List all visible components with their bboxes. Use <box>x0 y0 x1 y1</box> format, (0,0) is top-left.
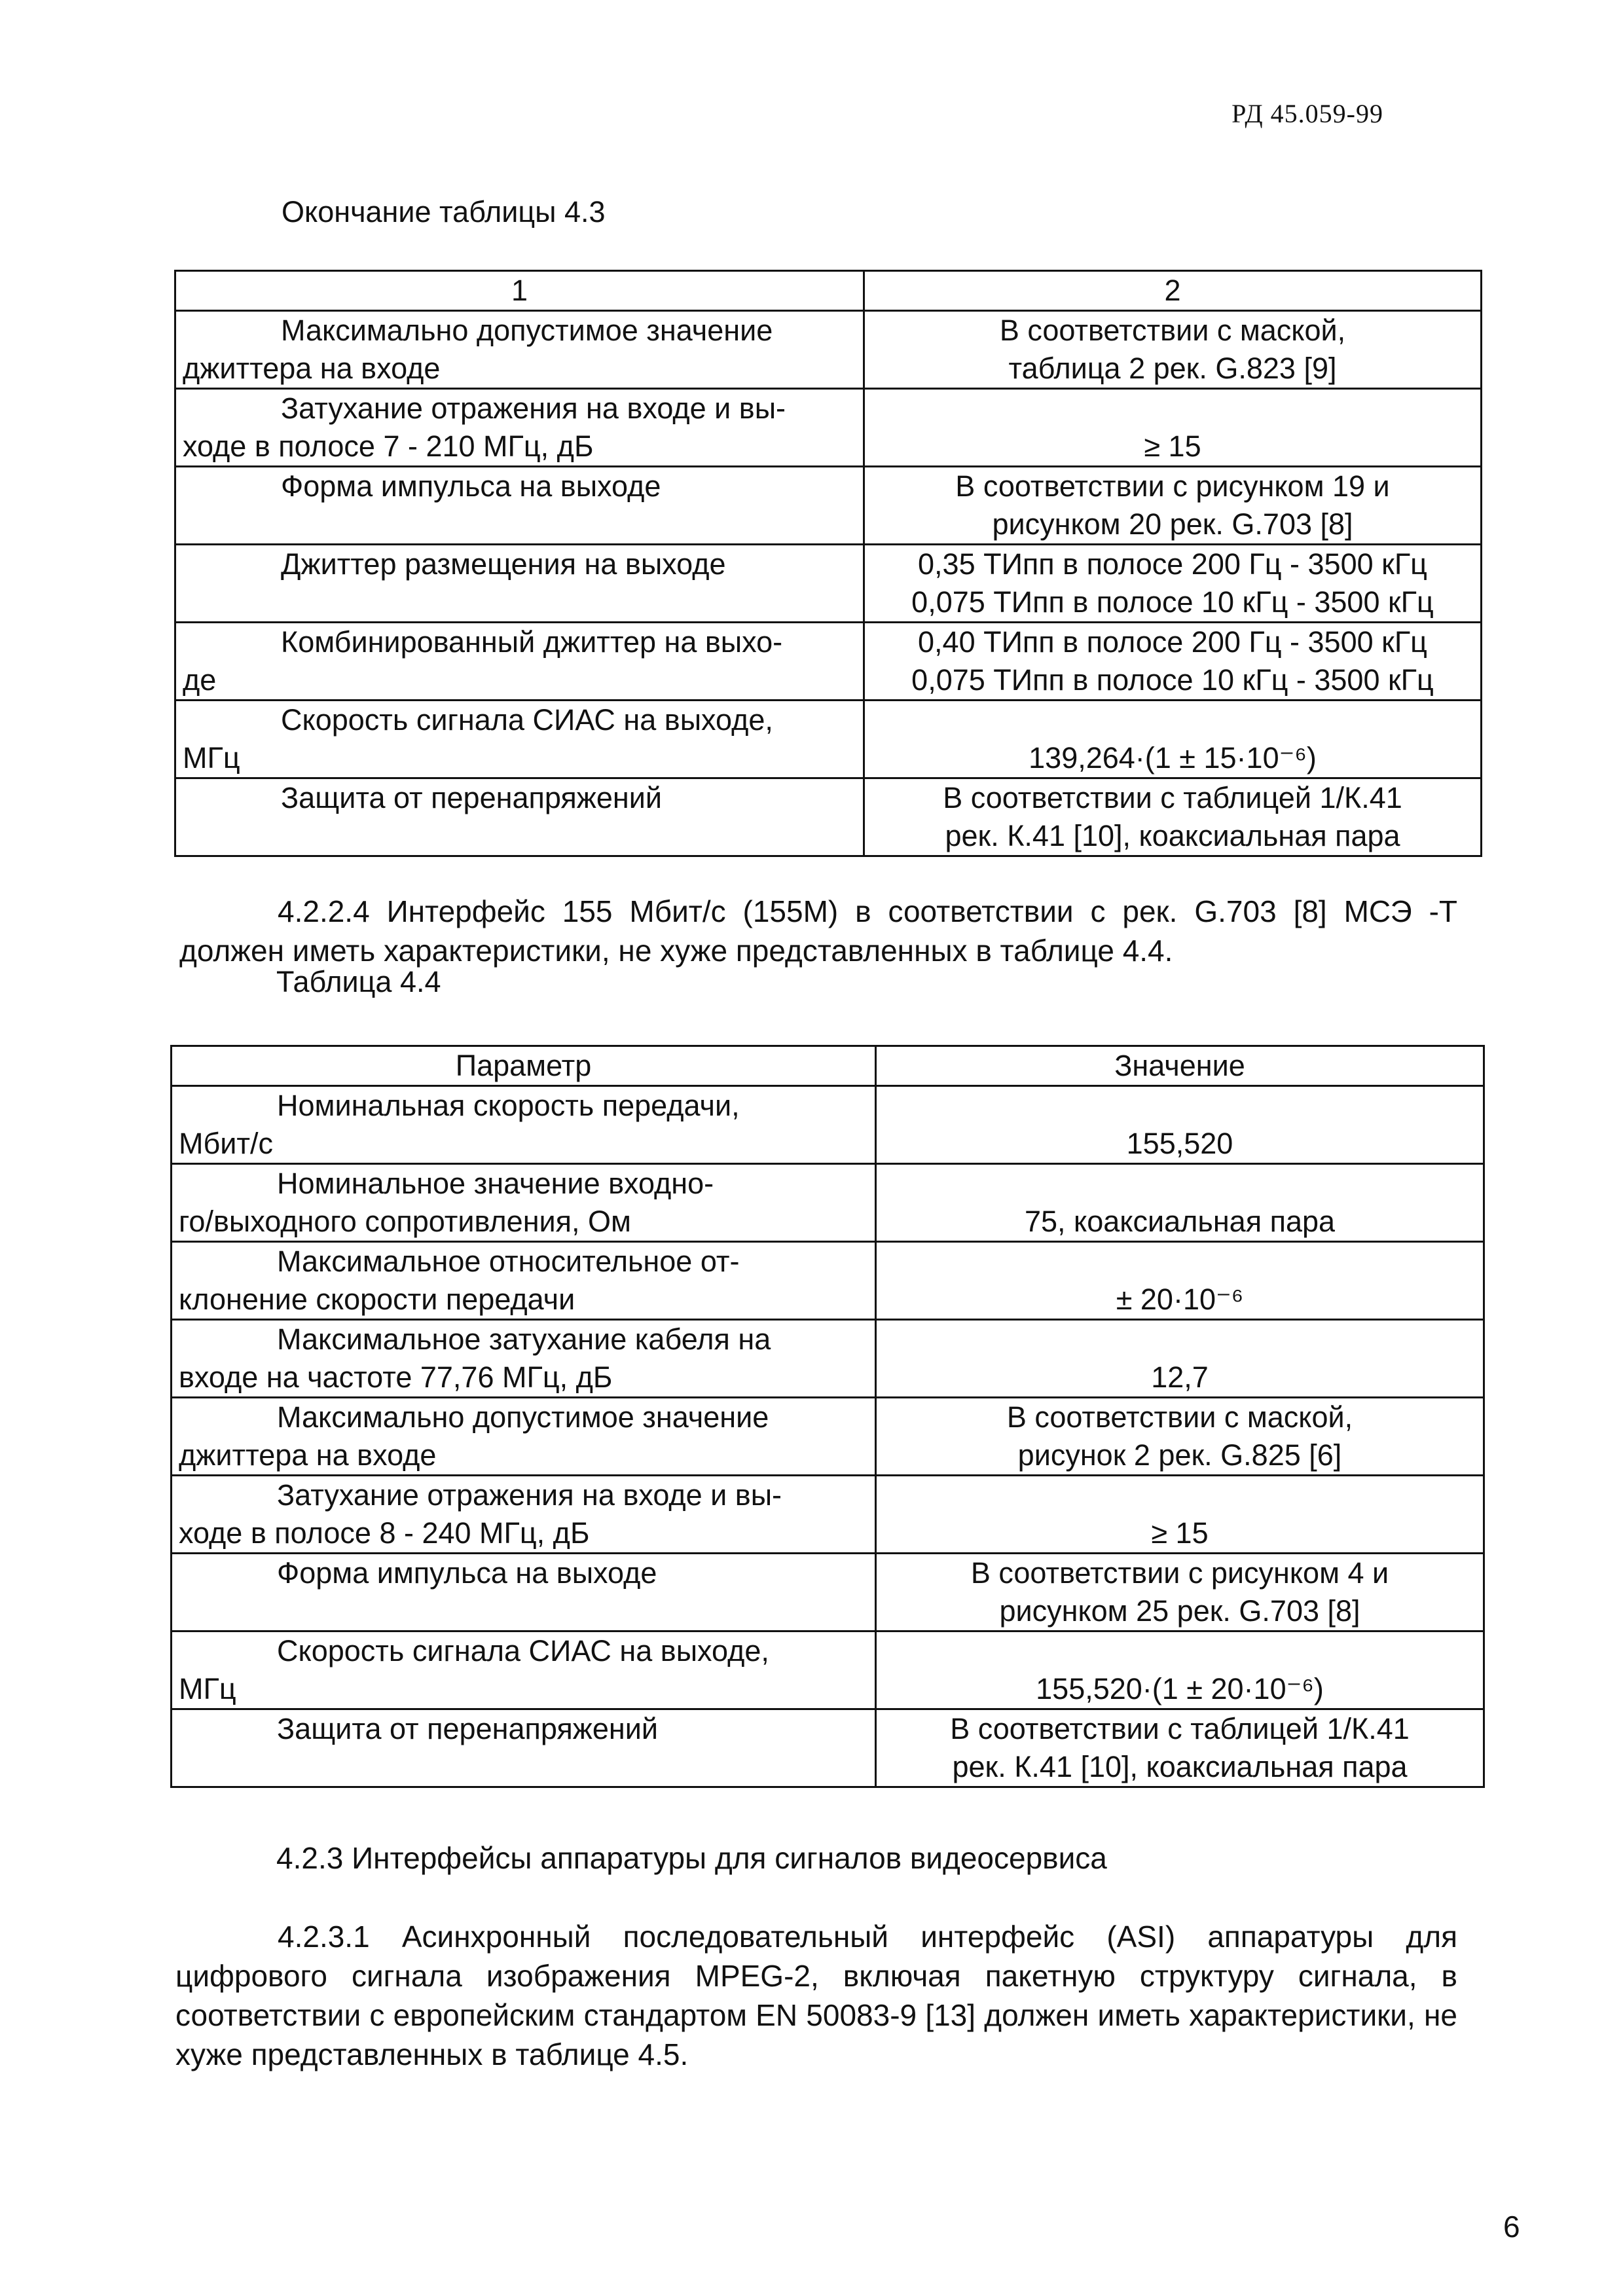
table-header-row <box>175 271 1482 311</box>
param-text-first: Скорость сигнала СИАС на выходе, <box>281 703 773 737</box>
param-cell <box>172 1320 876 1398</box>
param-cell <box>175 545 864 623</box>
param-cell <box>172 1242 876 1320</box>
table-row <box>172 1242 1484 1320</box>
value-cell: В соответствии с таблицей 1/К.41 рек. К.41 [10], коаксиальная пара <box>876 1709 1484 1787</box>
col-header-param: Параметр <box>172 1046 876 1086</box>
param-text-first: Номинальная скорость передачи, <box>277 1089 740 1122</box>
table-row <box>172 1554 1484 1631</box>
table-row <box>172 1398 1484 1476</box>
param-text-rest: де <box>183 663 217 697</box>
table-row <box>172 1709 1484 1787</box>
param-text-rest: джиттера на входе <box>179 1438 437 1472</box>
table-row <box>175 623 1482 701</box>
param-text-first: Номинальное значение входно- <box>277 1167 714 1200</box>
table44-caption: Таблица 4.4 <box>276 965 441 998</box>
value-cell: 12,7 <box>876 1320 1484 1398</box>
param-cell <box>172 1476 876 1554</box>
table-row <box>175 701 1482 778</box>
paragraph-4-2-3-1: 4.2.3.1 Асинхронный последовательный интерфейс (ASI) аппаратуры для цифрового сигнала изображения MPEG-2, включая пакетную структуру сигнала, в соответствии с европейским стандартом EN 50083-9 [13] должен иметь характеристики, не хуже представленных в таблице 4.5. <box>175 1920 1457 2071</box>
param-text-rest: Мбит/с <box>179 1127 274 1160</box>
table-4-3 <box>174 270 1482 857</box>
value-cell: В соответствии с таблицей 1/К.41 рек. К.41 [10], коаксиальная пара <box>864 778 1482 856</box>
table43-caption: Окончание таблицы 4.3 <box>282 195 606 228</box>
param-text-first: Форма импульса на выходе <box>277 1556 657 1590</box>
doc-code-header: РД 45.059-99 <box>1231 99 1383 128</box>
value-cell: 155,520·(1 ± 20·10⁻⁶) <box>876 1631 1484 1709</box>
param-text-first: Джиттер размещения на выходе <box>281 547 726 581</box>
param-text-first: Максимальное затухание кабеля на <box>277 1322 771 1356</box>
param-text-first: Затухание отражения на входе и вы- <box>281 392 786 425</box>
param-text-first: Максимально допустимое значение <box>277 1400 769 1434</box>
value-cell: ≥ 15 <box>864 389 1482 467</box>
param-text-first: Защита от перенапряжений <box>277 1712 658 1745</box>
table-row <box>175 389 1482 467</box>
param-text-rest: МГц <box>183 741 240 774</box>
value-cell: В соответствии с маской, рисунок 2 рек. G.825 [6] <box>876 1398 1484 1476</box>
param-cell <box>172 1709 876 1787</box>
table-row <box>175 467 1482 545</box>
param-text-first: Комбинированный джиттер на выхо- <box>281 625 783 659</box>
value-cell: ≥ 15 <box>876 1476 1484 1554</box>
param-text-first: Скорость сигнала СИАС на выходе, <box>277 1634 769 1667</box>
value-cell: 139,264·(1 ± 15·10⁻⁶) <box>864 701 1482 778</box>
param-text-first: Затухание отражения на входе и вы- <box>277 1478 782 1512</box>
param-text-rest: го/выходного сопротивления, Ом <box>179 1205 631 1238</box>
col-header-value: Значение <box>876 1046 1484 1086</box>
value-cell: В соответствии с рисунком 19 и рисунком 20 рек. G.703 [8] <box>864 467 1482 545</box>
value-cell: В соответствии с маской, таблица 2 рек. G.823 [9] <box>864 311 1482 389</box>
param-cell <box>172 1086 876 1164</box>
param-text-rest: ходе в полосе 7 - 210 МГц, дБ <box>183 429 594 463</box>
table-row <box>172 1086 1484 1164</box>
param-cell <box>172 1631 876 1709</box>
param-text-first: Максимально допустимое значение <box>281 314 773 347</box>
table-row <box>172 1476 1484 1554</box>
param-text-rest: МГц <box>179 1672 236 1705</box>
param-cell <box>175 701 864 778</box>
param-text-rest: джиттера на входе <box>183 352 441 385</box>
param-text-rest: ходе в полосе 8 - 240 МГц, дБ <box>179 1516 590 1550</box>
param-cell <box>172 1554 876 1631</box>
param-cell <box>175 778 864 856</box>
paragraph-4-2-2-4: 4.2.2.4 Интерфейс 155 Мбит/с (155М) в соответствии с рек. G.703 [8] МСЭ -Т должен иметь характеристики, не хуже представленных в таблице 4.4. <box>179 894 1457 968</box>
section-heading-4-2-3: 4.2.3 Интерфейсы аппаратуры для сигналов видеосервиса <box>276 1841 1107 1875</box>
value-cell: 0,40 ТИпп в полосе 200 Гц - 3500 кГц 0,075 ТИпп в полосе 10 кГц - 3500 кГц <box>864 623 1482 701</box>
value-cell: ± 20·10⁻⁶ <box>876 1242 1484 1320</box>
table-row <box>175 778 1482 856</box>
table-row <box>172 1631 1484 1709</box>
table-row <box>175 311 1482 389</box>
value-cell: 155,520 <box>876 1086 1484 1164</box>
param-text-rest: клонение скорости передачи <box>179 1283 575 1316</box>
col-header-1: 1 <box>175 271 864 311</box>
param-cell <box>172 1164 876 1242</box>
param-text-first: Максимальное относительное от- <box>277 1245 740 1278</box>
col-header-2: 2 <box>864 271 1482 311</box>
param-cell <box>172 1398 876 1476</box>
table-row <box>172 1164 1484 1242</box>
table-row <box>175 545 1482 623</box>
table-row <box>172 1320 1484 1398</box>
value-cell: 0,35 ТИпп в полосе 200 Гц - 3500 кГц 0,075 ТИпп в полосе 10 кГц - 3500 кГц <box>864 545 1482 623</box>
param-cell <box>175 389 864 467</box>
page-number: 6 <box>1503 2210 1520 2244</box>
param-text-rest: входе на частоте 77,76 МГц, дБ <box>179 1360 613 1394</box>
table-4-4 <box>170 1045 1485 1788</box>
param-cell <box>175 623 864 701</box>
param-cell <box>175 467 864 545</box>
value-cell: 75, коаксиальная пара <box>876 1164 1484 1242</box>
value-cell: В соответствии с рисунком 4 и рисунком 25 рек. G.703 [8] <box>876 1554 1484 1631</box>
param-cell <box>175 311 864 389</box>
param-text-first: Форма импульса на выходе <box>281 469 661 503</box>
param-text-first: Защита от перенапряжений <box>281 781 662 814</box>
table-header-row <box>172 1046 1484 1086</box>
